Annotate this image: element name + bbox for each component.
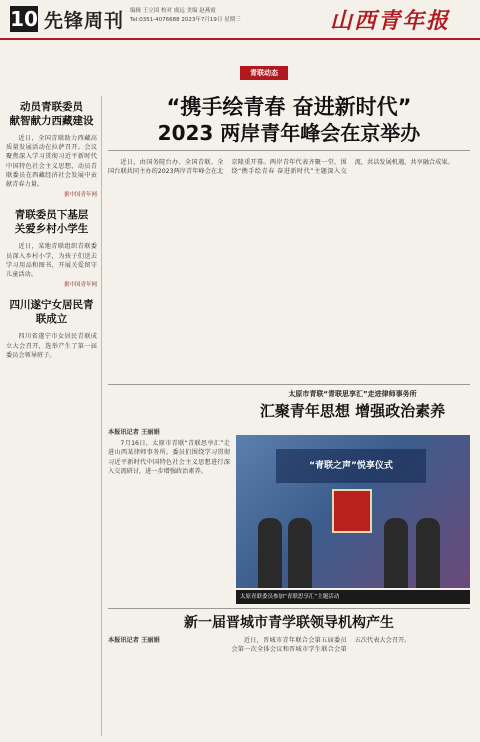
photo-person <box>258 518 282 588</box>
left-column <box>6 96 102 736</box>
masthead <box>0 0 480 40</box>
staff-line-1: 编辑 王立国 校对 虞远 美编 赵燕霞 <box>130 8 216 14</box>
section-divider <box>108 384 470 385</box>
feature-body: 近日，由国务院台办、全国青联、全国台联共同主办的2023两岸青年峰会在北京隆重开幕。两岸青年代表齐聚一堂，围绕“携手绘青春 奋进新时代”主题深入交流，共话发展机遇，共享融合成果。 <box>108 159 454 176</box>
bottom-body: 本报讯记者 王丽娟 近日，晋城市青年联合会第五届委员会第一次全体会议和晋城市学生联合会第五次代表大会召开。 <box>108 637 411 654</box>
story1-body: 近日，全国青联助力西藏高质量发展活动在拉萨召开。会议聚焦深入学习贯彻习近平新时代中国特色社会主义思想，动员青联委员在西藏经济社会发展中贡献青春力量。 <box>6 135 97 189</box>
story3-title: 四川遂宁女居民青联成立 <box>9 299 94 326</box>
photo-person <box>384 518 408 588</box>
bottom-headline: 新一届晋城市青学联领导机构产生 <box>184 615 394 631</box>
staff-credits <box>130 7 290 25</box>
story1-title: 动员青联委员 献智献力西藏建设 <box>9 101 94 127</box>
story3-body: 四川省遂宁市女居民青联成立大会召开，选举产生了第一届委员会领导班子。 <box>6 333 97 359</box>
page-number: 10 <box>10 7 38 31</box>
taiyuan-body: 本报讯记者 王丽娟 7月16日，太原市青联“青联思享汇”走进山西某律师事务所。委员们围绕学习贯彻习近平新时代中国特色社会主义思想进行深入交流研讨，进一步增强政治素养。 <box>108 429 230 475</box>
photo-caption: 太原青联委员参加“青联思享汇”主题活动 <box>236 590 470 604</box>
photo-person <box>288 518 312 588</box>
event-photo <box>236 435 470 588</box>
bottom-divider <box>108 608 470 609</box>
taiyuan-headline: 汇聚青年思想 增强政治素养 <box>259 402 446 420</box>
taiyuan-byline: 本报讯记者 王丽娟 <box>108 429 160 436</box>
photo-board <box>332 489 372 533</box>
section-title: 先锋周刊 <box>44 10 125 32</box>
taiyuan-kicker: 太原市青联“青联思享汇”走进律师事务所 <box>288 390 417 398</box>
staff-line-2: Tel:0351-4076688 2023年7月19日 星期三 <box>130 17 241 23</box>
story1-byline: 据中国青年网 <box>63 192 97 199</box>
bottom-byline: 本报讯记者 王丽娟 <box>108 637 160 644</box>
main-headline-line1: “携手绘青春 奋进新时代” <box>166 95 412 119</box>
photo-banner: “青联之声”悦享仪式 <box>276 449 426 483</box>
story2-body: 近日，某地青联组织青联委员深入乡村小学，为孩子们送去学习用品和图书，开展关爱留守儿童活动。 <box>6 243 97 279</box>
story2-byline: 据中国青年网 <box>63 282 97 289</box>
photo-person <box>416 518 440 588</box>
headline-divider <box>108 150 470 151</box>
main-headline <box>108 94 470 146</box>
main-headline-line2: 2023 两岸青年峰会在京举办 <box>157 121 421 145</box>
story2-title: 青联委员下基层 关爱乡村小学生 <box>14 209 89 236</box>
section-tag: 青联动态 <box>240 66 288 80</box>
newspaper-logo: 山西青年报 <box>330 8 451 34</box>
